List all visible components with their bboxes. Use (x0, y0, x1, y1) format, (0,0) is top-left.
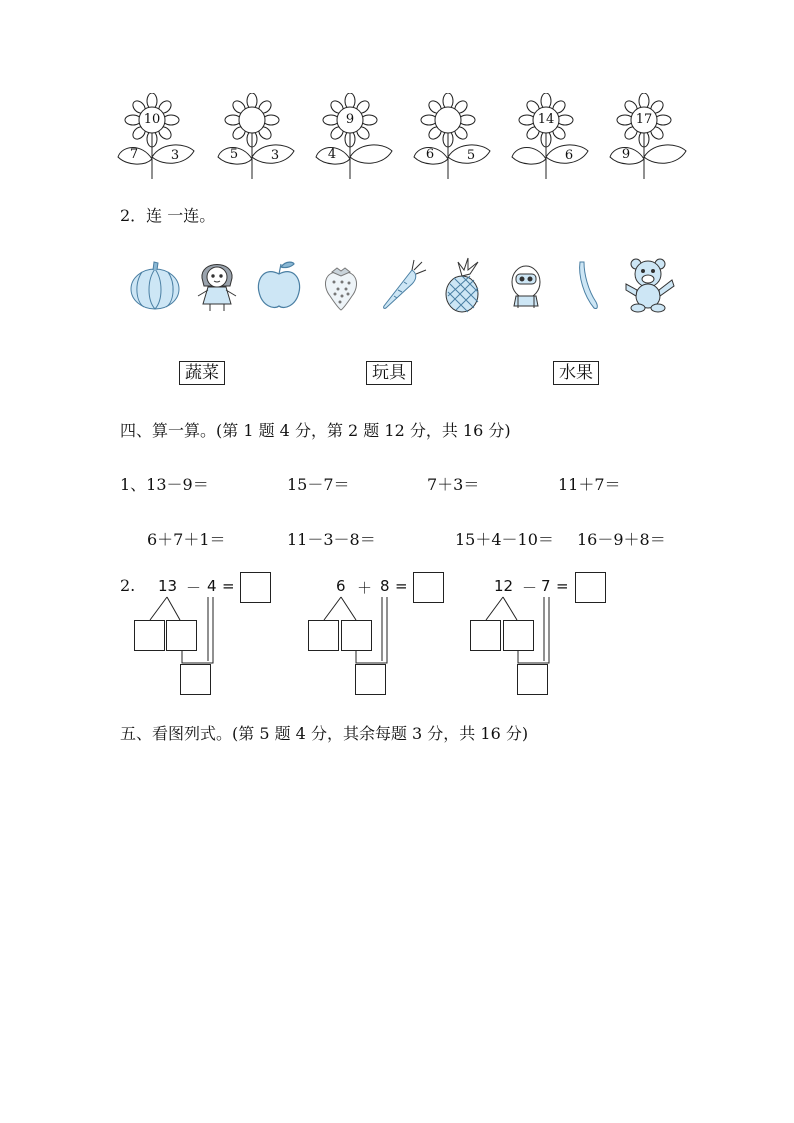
doll-icon[interactable] (188, 256, 246, 314)
question-2-label: 2. (120, 576, 136, 595)
calc-item: 11＋7＝ (558, 475, 621, 494)
section-5-title: 五、看图列式。(第 5 题 4 分，其余每题 3 分，共 16 分) (120, 724, 529, 743)
operand-b: 7 (541, 577, 551, 595)
equals-sign: = (395, 577, 408, 595)
toy-robot-icon[interactable] (498, 256, 556, 314)
split-box[interactable] (503, 620, 534, 651)
teddy-bear-icon[interactable] (620, 256, 678, 314)
question-2-title: 2．连 一连。 (120, 206, 216, 225)
operand-a: 13 (158, 577, 178, 595)
split-box[interactable] (341, 620, 372, 651)
sunflower-left-number: 4 (327, 147, 337, 162)
calc-item: 15－7＝ (287, 475, 350, 494)
operator: ＋ (357, 579, 373, 597)
sunflower (212, 93, 298, 181)
equals-sign: = (556, 577, 569, 595)
split-box[interactable] (134, 620, 165, 651)
sunflower (506, 93, 592, 181)
operator: － (522, 579, 538, 597)
pumpkin-icon[interactable] (126, 256, 184, 314)
sunflower-drawing (506, 93, 592, 181)
result-box[interactable] (180, 664, 211, 695)
calc-item: 16－9＋8＝ (577, 530, 666, 549)
sunflower (604, 93, 690, 181)
operand-a: 6 (336, 577, 346, 595)
sunflower (310, 93, 396, 181)
sunflower-drawing (112, 93, 198, 181)
operand-b: 8 (380, 577, 390, 595)
sunflower-left-number: 6 (425, 147, 435, 162)
bean-pod-icon[interactable] (560, 256, 618, 314)
answer-box[interactable] (240, 572, 271, 603)
sunflower-drawing (212, 93, 298, 181)
calc-item: 6＋7＋1＝ (147, 530, 226, 549)
sunflower-right-number: 3 (270, 148, 280, 163)
sunflower-right-number: 3 (170, 148, 180, 163)
category-box-toys[interactable]: 玩具 (366, 361, 412, 385)
sunflower-center-number: 9 (345, 112, 355, 127)
result-box[interactable] (355, 664, 386, 695)
sunflower-center-number: 10 (143, 112, 161, 127)
sunflower-left-number: 9 (621, 147, 631, 162)
section-4-title: 四、算一算。(第 1 题 4 分，第 2 题 12 分，共 16 分) (120, 421, 511, 440)
calc-item: 7＋3＝ (427, 475, 480, 494)
operand-b: 4 (207, 577, 217, 595)
carrot-icon[interactable] (374, 256, 432, 314)
split-box[interactable] (470, 620, 501, 651)
operand-a: 12 (494, 577, 514, 595)
sunflower-right-number: 6 (564, 148, 574, 163)
calc-item: 15＋4－10＝ (455, 530, 554, 549)
split-box[interactable] (166, 620, 197, 651)
sunflower-drawing (310, 93, 396, 181)
sunflower-drawing (604, 93, 690, 181)
strawberry-icon[interactable] (312, 256, 370, 314)
sunflower (408, 93, 494, 181)
calc-item: 1、13－9＝ (120, 475, 209, 494)
category-box-fruits[interactable]: 水果 (553, 361, 599, 385)
sunflower-left-number: 7 (129, 147, 139, 162)
sunflower-right-number: 5 (466, 148, 476, 163)
calc-item: 11－3－8＝ (287, 530, 376, 549)
pineapple-icon[interactable] (436, 256, 494, 314)
category-box-vegetables[interactable]: 蔬菜 (179, 361, 225, 385)
split-box[interactable] (308, 620, 339, 651)
operator: － (186, 579, 202, 597)
sunflower-left-number: 5 (229, 147, 239, 162)
result-box[interactable] (517, 664, 548, 695)
answer-box[interactable] (575, 572, 606, 603)
answer-box[interactable] (413, 572, 444, 603)
equals-sign: = (222, 577, 235, 595)
apple-icon[interactable] (250, 256, 308, 314)
sunflower (112, 93, 198, 181)
sunflower-center-number: 14 (537, 112, 555, 127)
sunflower-drawing (408, 93, 494, 181)
sunflower-center-number: 17 (635, 112, 653, 127)
